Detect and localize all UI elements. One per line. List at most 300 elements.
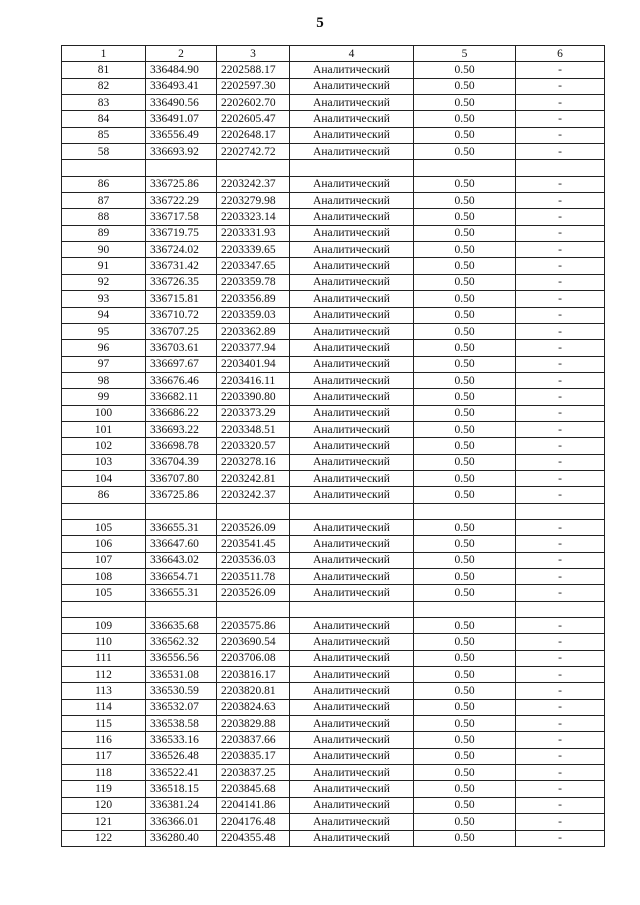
method-cell: Аналитический <box>290 732 414 748</box>
method-cell: Аналитический <box>290 291 414 307</box>
y-coordinate-cell: 2203829.88 <box>217 716 290 732</box>
note-cell: - <box>516 372 605 388</box>
point-number-cell: 102 <box>62 438 146 454</box>
method-cell: Аналитический <box>290 814 414 830</box>
table-row <box>62 634 605 650</box>
accuracy-cell: 0.50 <box>414 356 516 372</box>
method-cell: Аналитический <box>290 699 414 715</box>
table-row <box>62 144 605 160</box>
coordinates-table-container <box>61 45 604 847</box>
x-coordinate-cell: 336703.61 <box>146 340 217 356</box>
y-coordinate-cell: 2203575.86 <box>217 618 290 634</box>
y-coordinate-cell: 2202597.30 <box>217 78 290 94</box>
x-coordinate-cell: 336710.72 <box>146 307 217 323</box>
y-coordinate-cell: 2203526.09 <box>217 585 290 601</box>
y-coordinate-cell: 2202605.47 <box>217 111 290 127</box>
accuracy-cell: 0.50 <box>414 667 516 683</box>
table-row <box>62 601 605 617</box>
note-cell: - <box>516 552 605 568</box>
table-row <box>62 487 605 503</box>
method-cell: Аналитический <box>290 519 414 535</box>
y-coordinate-cell: 2203837.25 <box>217 765 290 781</box>
x-coordinate-cell: 336530.59 <box>146 683 217 699</box>
x-coordinate-cell: 336532.07 <box>146 699 217 715</box>
accuracy-cell: 0.50 <box>414 585 516 601</box>
x-coordinate-cell: 336655.31 <box>146 519 217 535</box>
method-cell <box>290 503 414 519</box>
y-coordinate-cell: 2203278.16 <box>217 454 290 470</box>
column-header: 3 <box>217 46 290 62</box>
table-row <box>62 748 605 764</box>
method-cell: Аналитический <box>290 62 414 78</box>
point-number-cell: 107 <box>62 552 146 568</box>
point-number-cell: 113 <box>62 683 146 699</box>
table-row <box>62 536 605 552</box>
point-number-cell: 93 <box>62 291 146 307</box>
method-cell: Аналитический <box>290 618 414 634</box>
x-coordinate-cell: 336693.22 <box>146 421 217 437</box>
table-row <box>62 716 605 732</box>
note-cell: - <box>516 569 605 585</box>
note-cell: - <box>516 62 605 78</box>
x-coordinate-cell: 336533.16 <box>146 732 217 748</box>
method-cell: Аналитический <box>290 765 414 781</box>
accuracy-cell: 0.50 <box>414 552 516 568</box>
note-cell: - <box>516 683 605 699</box>
table-row <box>62 160 605 176</box>
y-coordinate-cell: 2203347.65 <box>217 258 290 274</box>
table-row <box>62 78 605 94</box>
table-row <box>62 242 605 258</box>
point-number-cell: 106 <box>62 536 146 552</box>
point-number-cell: 109 <box>62 618 146 634</box>
method-cell: Аналитический <box>290 569 414 585</box>
note-cell: - <box>516 454 605 470</box>
method-cell: Аналитический <box>290 209 414 225</box>
point-number-cell: 88 <box>62 209 146 225</box>
x-coordinate-cell: 336655.31 <box>146 585 217 601</box>
note-cell <box>516 503 605 519</box>
method-cell: Аналитический <box>290 634 414 650</box>
table-header-row <box>62 46 605 62</box>
method-cell: Аналитический <box>290 454 414 470</box>
table-row <box>62 372 605 388</box>
accuracy-cell: 0.50 <box>414 699 516 715</box>
note-cell: - <box>516 95 605 111</box>
note-cell: - <box>516 258 605 274</box>
x-coordinate-cell <box>146 503 217 519</box>
y-coordinate-cell: 2203279.98 <box>217 193 290 209</box>
point-number-cell: 118 <box>62 765 146 781</box>
accuracy-cell: 0.50 <box>414 258 516 274</box>
y-coordinate-cell: 2203824.63 <box>217 699 290 715</box>
table-row <box>62 340 605 356</box>
point-number-cell: 115 <box>62 716 146 732</box>
x-coordinate-cell: 336484.90 <box>146 62 217 78</box>
x-coordinate-cell: 336676.46 <box>146 372 217 388</box>
note-cell: - <box>516 209 605 225</box>
note-cell: - <box>516 781 605 797</box>
accuracy-cell: 0.50 <box>414 323 516 339</box>
point-number-cell: 99 <box>62 389 146 405</box>
point-number-cell: 98 <box>62 372 146 388</box>
note-cell: - <box>516 585 605 601</box>
note-cell: - <box>516 536 605 552</box>
table-row <box>62 307 605 323</box>
method-cell: Аналитический <box>290 438 414 454</box>
x-coordinate-cell: 336725.86 <box>146 487 217 503</box>
method-cell: Аналитический <box>290 650 414 666</box>
x-coordinate-cell: 336518.15 <box>146 781 217 797</box>
point-number-cell: 117 <box>62 748 146 764</box>
y-coordinate-cell: 2203362.89 <box>217 323 290 339</box>
point-number-cell: 121 <box>62 814 146 830</box>
x-coordinate-cell: 336556.56 <box>146 650 217 666</box>
y-coordinate-cell: 2203390.80 <box>217 389 290 405</box>
point-number-cell: 122 <box>62 830 146 846</box>
accuracy-cell: 0.50 <box>414 127 516 143</box>
point-number-cell: 119 <box>62 781 146 797</box>
page-number: 5 <box>316 15 324 31</box>
method-cell: Аналитический <box>290 830 414 846</box>
y-coordinate-cell: 2203242.37 <box>217 176 290 192</box>
accuracy-cell: 0.50 <box>414 372 516 388</box>
y-coordinate-cell: 2203339.65 <box>217 242 290 258</box>
method-cell: Аналитический <box>290 193 414 209</box>
column-header: 4 <box>290 46 414 62</box>
point-number-cell: 87 <box>62 193 146 209</box>
y-coordinate-cell: 2203401.94 <box>217 356 290 372</box>
method-cell: Аналитический <box>290 225 414 241</box>
y-coordinate-cell: 2202588.17 <box>217 62 290 78</box>
y-coordinate-cell: 2203323.14 <box>217 209 290 225</box>
method-cell: Аналитический <box>290 487 414 503</box>
accuracy-cell: 0.50 <box>414 470 516 486</box>
note-cell: - <box>516 78 605 94</box>
accuracy-cell: 0.50 <box>414 340 516 356</box>
table-row <box>62 683 605 699</box>
table-row <box>62 765 605 781</box>
x-coordinate-cell: 336538.58 <box>146 716 217 732</box>
table-row <box>62 552 605 568</box>
y-coordinate-cell <box>217 503 290 519</box>
point-number-cell: 103 <box>62 454 146 470</box>
note-cell: - <box>516 193 605 209</box>
method-cell: Аналитический <box>290 127 414 143</box>
x-coordinate-cell: 336698.78 <box>146 438 217 454</box>
x-coordinate-cell: 336731.42 <box>146 258 217 274</box>
accuracy-cell: 0.50 <box>414 830 516 846</box>
y-coordinate-cell: 2204141.86 <box>217 797 290 813</box>
coordinates-table <box>61 45 605 847</box>
method-cell: Аналитический <box>290 421 414 437</box>
note-cell: - <box>516 618 605 634</box>
point-number-cell: 89 <box>62 225 146 241</box>
point-number-cell <box>62 503 146 519</box>
note-cell: - <box>516 438 605 454</box>
method-cell: Аналитический <box>290 78 414 94</box>
accuracy-cell: 0.50 <box>414 536 516 552</box>
x-coordinate-cell: 336493.41 <box>146 78 217 94</box>
table-body <box>62 62 605 847</box>
x-coordinate-cell: 336654.71 <box>146 569 217 585</box>
method-cell: Аналитический <box>290 781 414 797</box>
y-coordinate-cell: 2203359.78 <box>217 274 290 290</box>
table-row <box>62 225 605 241</box>
x-coordinate-cell: 336491.07 <box>146 111 217 127</box>
table-row <box>62 95 605 111</box>
note-cell: - <box>516 765 605 781</box>
table-row <box>62 470 605 486</box>
y-coordinate-cell <box>217 601 290 617</box>
accuracy-cell: 0.50 <box>414 62 516 78</box>
x-coordinate-cell: 336280.40 <box>146 830 217 846</box>
x-coordinate-cell: 336717.58 <box>146 209 217 225</box>
x-coordinate-cell <box>146 160 217 176</box>
y-coordinate-cell: 2203242.37 <box>217 487 290 503</box>
y-coordinate-cell: 2204176.48 <box>217 814 290 830</box>
point-number-cell: 92 <box>62 274 146 290</box>
x-coordinate-cell: 336556.49 <box>146 127 217 143</box>
method-cell: Аналитический <box>290 372 414 388</box>
point-number-cell: 104 <box>62 470 146 486</box>
x-coordinate-cell: 336490.56 <box>146 95 217 111</box>
method-cell: Аналитический <box>290 585 414 601</box>
x-coordinate-cell: 336725.86 <box>146 176 217 192</box>
y-coordinate-cell: 2203706.08 <box>217 650 290 666</box>
note-cell: - <box>516 814 605 830</box>
accuracy-cell: 0.50 <box>414 634 516 650</box>
y-coordinate-cell: 2203331.93 <box>217 225 290 241</box>
accuracy-cell: 0.50 <box>414 405 516 421</box>
accuracy-cell: 0.50 <box>414 307 516 323</box>
accuracy-cell: 0.50 <box>414 95 516 111</box>
accuracy-cell: 0.50 <box>414 618 516 634</box>
point-number-cell: 82 <box>62 78 146 94</box>
accuracy-cell: 0.50 <box>414 78 516 94</box>
y-coordinate-cell: 2202602.70 <box>217 95 290 111</box>
table-row <box>62 176 605 192</box>
y-coordinate-cell: 2203816.17 <box>217 667 290 683</box>
note-cell: - <box>516 487 605 503</box>
y-coordinate-cell: 2203845.68 <box>217 781 290 797</box>
y-coordinate-cell: 2202648.17 <box>217 127 290 143</box>
accuracy-cell: 0.50 <box>414 748 516 764</box>
point-number-cell: 58 <box>62 144 146 160</box>
table-row <box>62 356 605 372</box>
point-number-cell: 86 <box>62 176 146 192</box>
note-cell: - <box>516 274 605 290</box>
note-cell: - <box>516 421 605 437</box>
table-row <box>62 389 605 405</box>
note-cell: - <box>516 176 605 192</box>
y-coordinate-cell: 2203690.54 <box>217 634 290 650</box>
table-row <box>62 699 605 715</box>
accuracy-cell: 0.50 <box>414 193 516 209</box>
note-cell: - <box>516 732 605 748</box>
table-row <box>62 830 605 846</box>
table-row <box>62 814 605 830</box>
method-cell: Аналитический <box>290 667 414 683</box>
point-number-cell: 116 <box>62 732 146 748</box>
point-number-cell: 86 <box>62 487 146 503</box>
method-cell <box>290 601 414 617</box>
note-cell: - <box>516 144 605 160</box>
y-coordinate-cell: 2203377.94 <box>217 340 290 356</box>
accuracy-cell: 0.50 <box>414 209 516 225</box>
y-coordinate-cell: 2203511.78 <box>217 569 290 585</box>
accuracy-cell: 0.50 <box>414 438 516 454</box>
accuracy-cell: 0.50 <box>414 797 516 813</box>
method-cell: Аналитический <box>290 176 414 192</box>
x-coordinate-cell: 336704.39 <box>146 454 217 470</box>
note-cell: - <box>516 830 605 846</box>
table-row <box>62 667 605 683</box>
note-cell <box>516 160 605 176</box>
table-row <box>62 519 605 535</box>
y-coordinate-cell: 2203348.51 <box>217 421 290 437</box>
x-coordinate-cell: 336531.08 <box>146 667 217 683</box>
note-cell: - <box>516 519 605 535</box>
accuracy-cell: 0.50 <box>414 274 516 290</box>
point-number-cell <box>62 160 146 176</box>
y-coordinate-cell: 2204355.48 <box>217 830 290 846</box>
table-row <box>62 62 605 78</box>
y-coordinate-cell: 2203526.09 <box>217 519 290 535</box>
method-cell: Аналитический <box>290 552 414 568</box>
note-cell: - <box>516 356 605 372</box>
note-cell: - <box>516 389 605 405</box>
y-coordinate-cell: 2203320.57 <box>217 438 290 454</box>
accuracy-cell: 0.50 <box>414 291 516 307</box>
point-number-cell: 94 <box>62 307 146 323</box>
point-number-cell: 108 <box>62 569 146 585</box>
method-cell: Аналитический <box>290 323 414 339</box>
accuracy-cell: 0.50 <box>414 732 516 748</box>
x-coordinate-cell: 336526.48 <box>146 748 217 764</box>
method-cell <box>290 160 414 176</box>
point-number-cell: 97 <box>62 356 146 372</box>
accuracy-cell <box>414 503 516 519</box>
method-cell: Аналитический <box>290 683 414 699</box>
point-number-cell: 120 <box>62 797 146 813</box>
method-cell: Аналитический <box>290 274 414 290</box>
point-number-cell: 84 <box>62 111 146 127</box>
y-coordinate-cell: 2203359.03 <box>217 307 290 323</box>
note-cell: - <box>516 650 605 666</box>
x-coordinate-cell: 336522.41 <box>146 765 217 781</box>
accuracy-cell: 0.50 <box>414 781 516 797</box>
y-coordinate-cell: 2203820.81 <box>217 683 290 699</box>
table-row <box>62 569 605 585</box>
x-coordinate-cell: 336724.02 <box>146 242 217 258</box>
x-coordinate-cell: 336647.60 <box>146 536 217 552</box>
accuracy-cell: 0.50 <box>414 569 516 585</box>
method-cell: Аналитический <box>290 716 414 732</box>
method-cell: Аналитический <box>290 470 414 486</box>
column-header: 1 <box>62 46 146 62</box>
accuracy-cell: 0.50 <box>414 716 516 732</box>
accuracy-cell: 0.50 <box>414 650 516 666</box>
x-coordinate-cell: 336693.92 <box>146 144 217 160</box>
method-cell: Аналитический <box>290 748 414 764</box>
accuracy-cell: 0.50 <box>414 814 516 830</box>
x-coordinate-cell: 336562.32 <box>146 634 217 650</box>
point-number-cell: 105 <box>62 519 146 535</box>
table-row <box>62 291 605 307</box>
note-cell: - <box>516 111 605 127</box>
note-cell: - <box>516 797 605 813</box>
method-cell: Аналитический <box>290 242 414 258</box>
x-coordinate-cell: 336366.01 <box>146 814 217 830</box>
point-number-cell: 83 <box>62 95 146 111</box>
x-coordinate-cell: 336707.25 <box>146 323 217 339</box>
table-row <box>62 111 605 127</box>
point-number-cell: 90 <box>62 242 146 258</box>
note-cell: - <box>516 405 605 421</box>
x-coordinate-cell: 336686.22 <box>146 405 217 421</box>
note-cell: - <box>516 470 605 486</box>
y-coordinate-cell: 2202742.72 <box>217 144 290 160</box>
x-coordinate-cell: 336697.67 <box>146 356 217 372</box>
point-number-cell: 81 <box>62 62 146 78</box>
table-row <box>62 732 605 748</box>
accuracy-cell: 0.50 <box>414 144 516 160</box>
table-row <box>62 274 605 290</box>
note-cell: - <box>516 307 605 323</box>
table-row <box>62 454 605 470</box>
x-coordinate-cell: 336722.29 <box>146 193 217 209</box>
accuracy-cell: 0.50 <box>414 242 516 258</box>
method-cell: Аналитический <box>290 389 414 405</box>
accuracy-cell <box>414 160 516 176</box>
note-cell <box>516 601 605 617</box>
table-row <box>62 503 605 519</box>
accuracy-cell: 0.50 <box>414 519 516 535</box>
method-cell: Аналитический <box>290 258 414 274</box>
y-coordinate-cell: 2203541.45 <box>217 536 290 552</box>
y-coordinate-cell: 2203356.89 <box>217 291 290 307</box>
x-coordinate-cell: 336643.02 <box>146 552 217 568</box>
note-cell: - <box>516 716 605 732</box>
y-coordinate-cell: 2203242.81 <box>217 470 290 486</box>
table-row <box>62 193 605 209</box>
note-cell: - <box>516 634 605 650</box>
method-cell: Аналитический <box>290 144 414 160</box>
x-coordinate-cell: 336719.75 <box>146 225 217 241</box>
point-number-cell: 100 <box>62 405 146 421</box>
column-header: 2 <box>146 46 217 62</box>
accuracy-cell: 0.50 <box>414 225 516 241</box>
method-cell: Аналитический <box>290 797 414 813</box>
accuracy-cell: 0.50 <box>414 454 516 470</box>
table-row <box>62 127 605 143</box>
table-row <box>62 405 605 421</box>
y-coordinate-cell: 2203835.17 <box>217 748 290 764</box>
y-coordinate-cell: 2203416.11 <box>217 372 290 388</box>
y-coordinate-cell: 2203837.66 <box>217 732 290 748</box>
point-number-cell: 111 <box>62 650 146 666</box>
table-row <box>62 585 605 601</box>
point-number-cell: 95 <box>62 323 146 339</box>
method-cell: Аналитический <box>290 95 414 111</box>
method-cell: Аналитический <box>290 536 414 552</box>
y-coordinate-cell: 2203373.29 <box>217 405 290 421</box>
point-number-cell: 85 <box>62 127 146 143</box>
point-number-cell <box>62 601 146 617</box>
point-number-cell: 91 <box>62 258 146 274</box>
x-coordinate-cell: 336715.81 <box>146 291 217 307</box>
